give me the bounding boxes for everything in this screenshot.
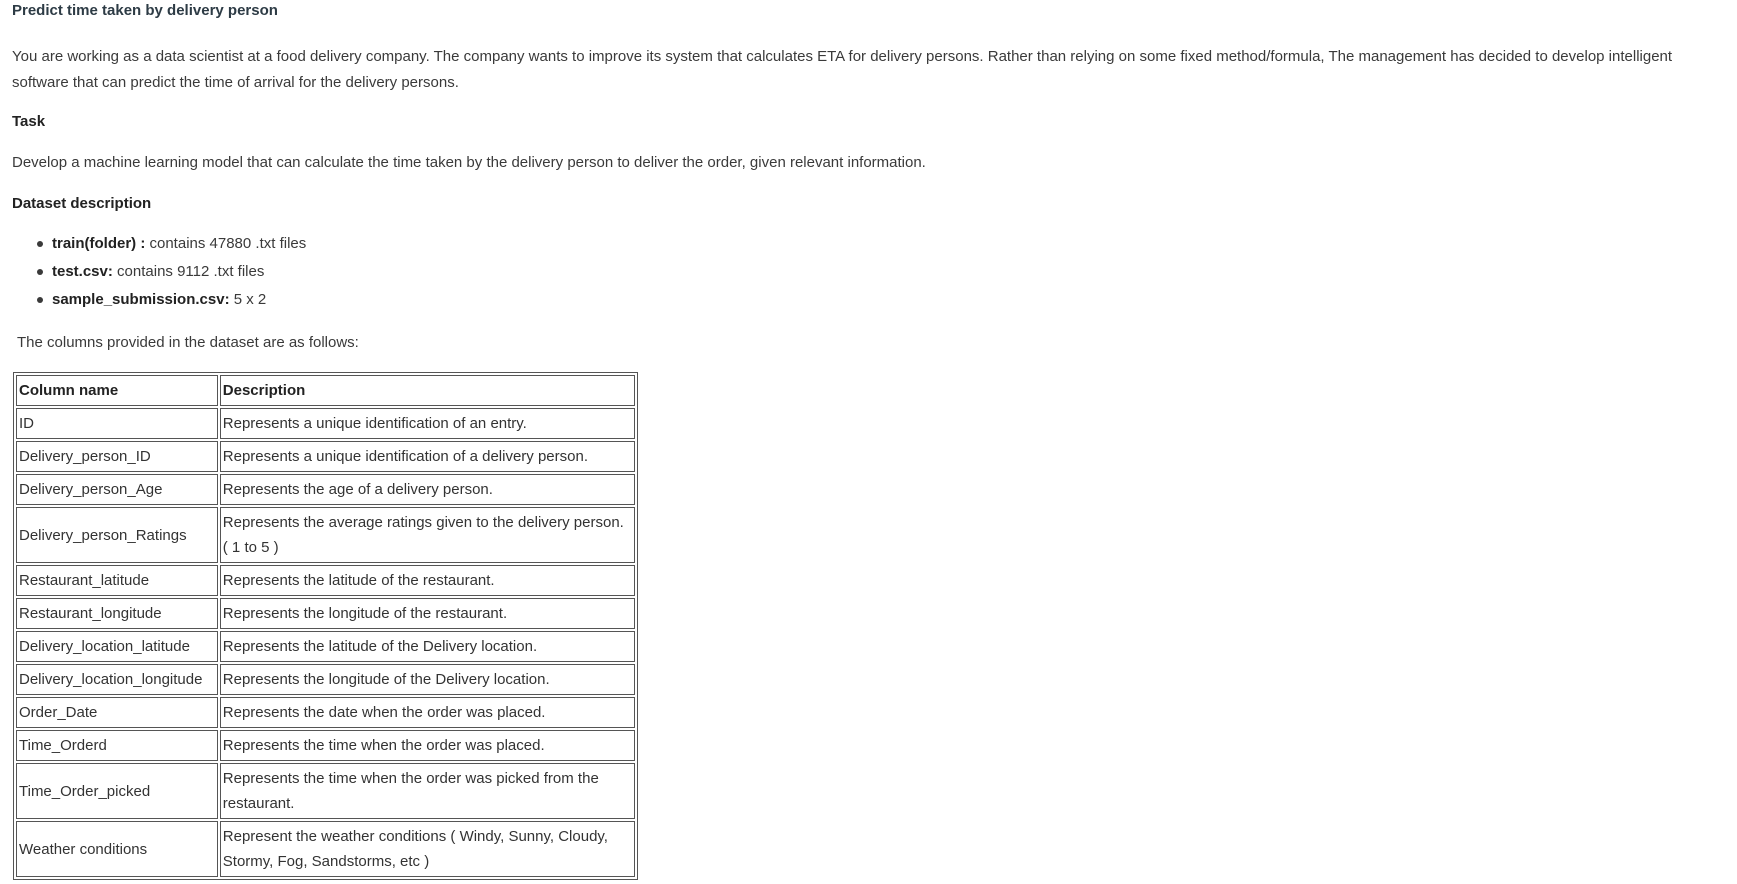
description-cell: Represents the longitude of the restaurant.	[220, 598, 635, 629]
table-header-row	[16, 375, 635, 406]
task-description: Develop a machine learning model that can calculate the time taken by the delivery person to deliver the order, given relevant information.	[12, 154, 926, 171]
description-cell: Represents the date when the order was placed.	[220, 697, 635, 728]
table-row	[16, 441, 635, 472]
columns-intro: The columns provided in the dataset are as follows:	[17, 334, 359, 351]
list-item	[52, 262, 306, 290]
column-name-cell: Delivery_location_latitude	[16, 631, 218, 662]
description-cell: Represents the time when the order was picked from the restaurant.	[220, 763, 635, 819]
description-cell: Represent the weather conditions ( Windy, Sunny, Cloudy, Stormy, Fog, Sandstorms, etc )	[220, 821, 635, 877]
description-cell: Represents the latitude of the restaurant.	[220, 565, 635, 596]
column-name-cell: Time_Orderd	[16, 730, 218, 761]
table-row	[16, 664, 635, 695]
page-title: Predict time taken by delivery person	[12, 2, 278, 19]
column-name-cell: Time_Order_picked	[16, 763, 218, 819]
column-name-cell: Restaurant_longitude	[16, 598, 218, 629]
table-row	[16, 408, 635, 439]
column-name-cell: ID	[16, 408, 218, 439]
table-row	[16, 730, 635, 761]
dataset-file-list	[12, 234, 306, 318]
column-name-cell: Delivery_person_Age	[16, 474, 218, 505]
file-description: contains 47880 .txt files	[145, 235, 307, 252]
description-cell: Represents the average ratings given to the delivery person. ( 1 to 5 )	[220, 507, 635, 563]
list-item	[52, 290, 306, 318]
file-description: contains 9112 .txt files	[112, 263, 265, 280]
description-cell: Represents the time when the order was placed.	[220, 730, 635, 761]
table-row	[16, 474, 635, 505]
table-row	[16, 565, 635, 596]
dataset-heading: Dataset description	[12, 195, 152, 212]
column-name-cell: Order_Date	[16, 697, 218, 728]
table-row	[16, 697, 635, 728]
file-name: train(folder) :	[52, 235, 146, 252]
table-row	[16, 507, 635, 563]
description-cell: Represents the longitude of the Delivery location.	[220, 664, 635, 695]
description-cell: Represents the latitude of the Delivery location.	[220, 631, 635, 662]
file-description: 5 x 2	[229, 291, 267, 308]
column-header: Column name	[16, 375, 218, 406]
table-row	[16, 821, 635, 877]
file-name: sample_submission.csv:	[52, 291, 230, 308]
column-name-cell: Delivery_person_Ratings	[16, 507, 218, 563]
task-heading: Task	[12, 113, 46, 130]
column-name-cell: Delivery_person_ID	[16, 441, 218, 472]
columns-table	[13, 372, 638, 880]
description-cell: Represents the age of a delivery person.	[220, 474, 635, 505]
table-row	[16, 763, 635, 819]
list-item	[52, 234, 306, 262]
column-name-cell: Delivery_location_longitude	[16, 664, 218, 695]
table-row	[16, 598, 635, 629]
file-name: test.csv:	[52, 263, 113, 280]
intro-paragraph: You are working as a data scientist at a food delivery company. The company wants to improve its system that calculates ETA for delivery persons. Rather than relying on some fixed method/formula, The management has decided to develop intelligent software that can predict the time of arrival for the delivery persons.	[12, 48, 1673, 91]
table-row	[16, 631, 635, 662]
description-cell: Represents a unique identification of a delivery person.	[220, 441, 635, 472]
column-header: Description	[220, 375, 635, 406]
description-cell: Represents a unique identification of an entry.	[220, 408, 635, 439]
column-name-cell: Restaurant_latitude	[16, 565, 218, 596]
column-name-cell: Weather conditions	[16, 821, 218, 877]
